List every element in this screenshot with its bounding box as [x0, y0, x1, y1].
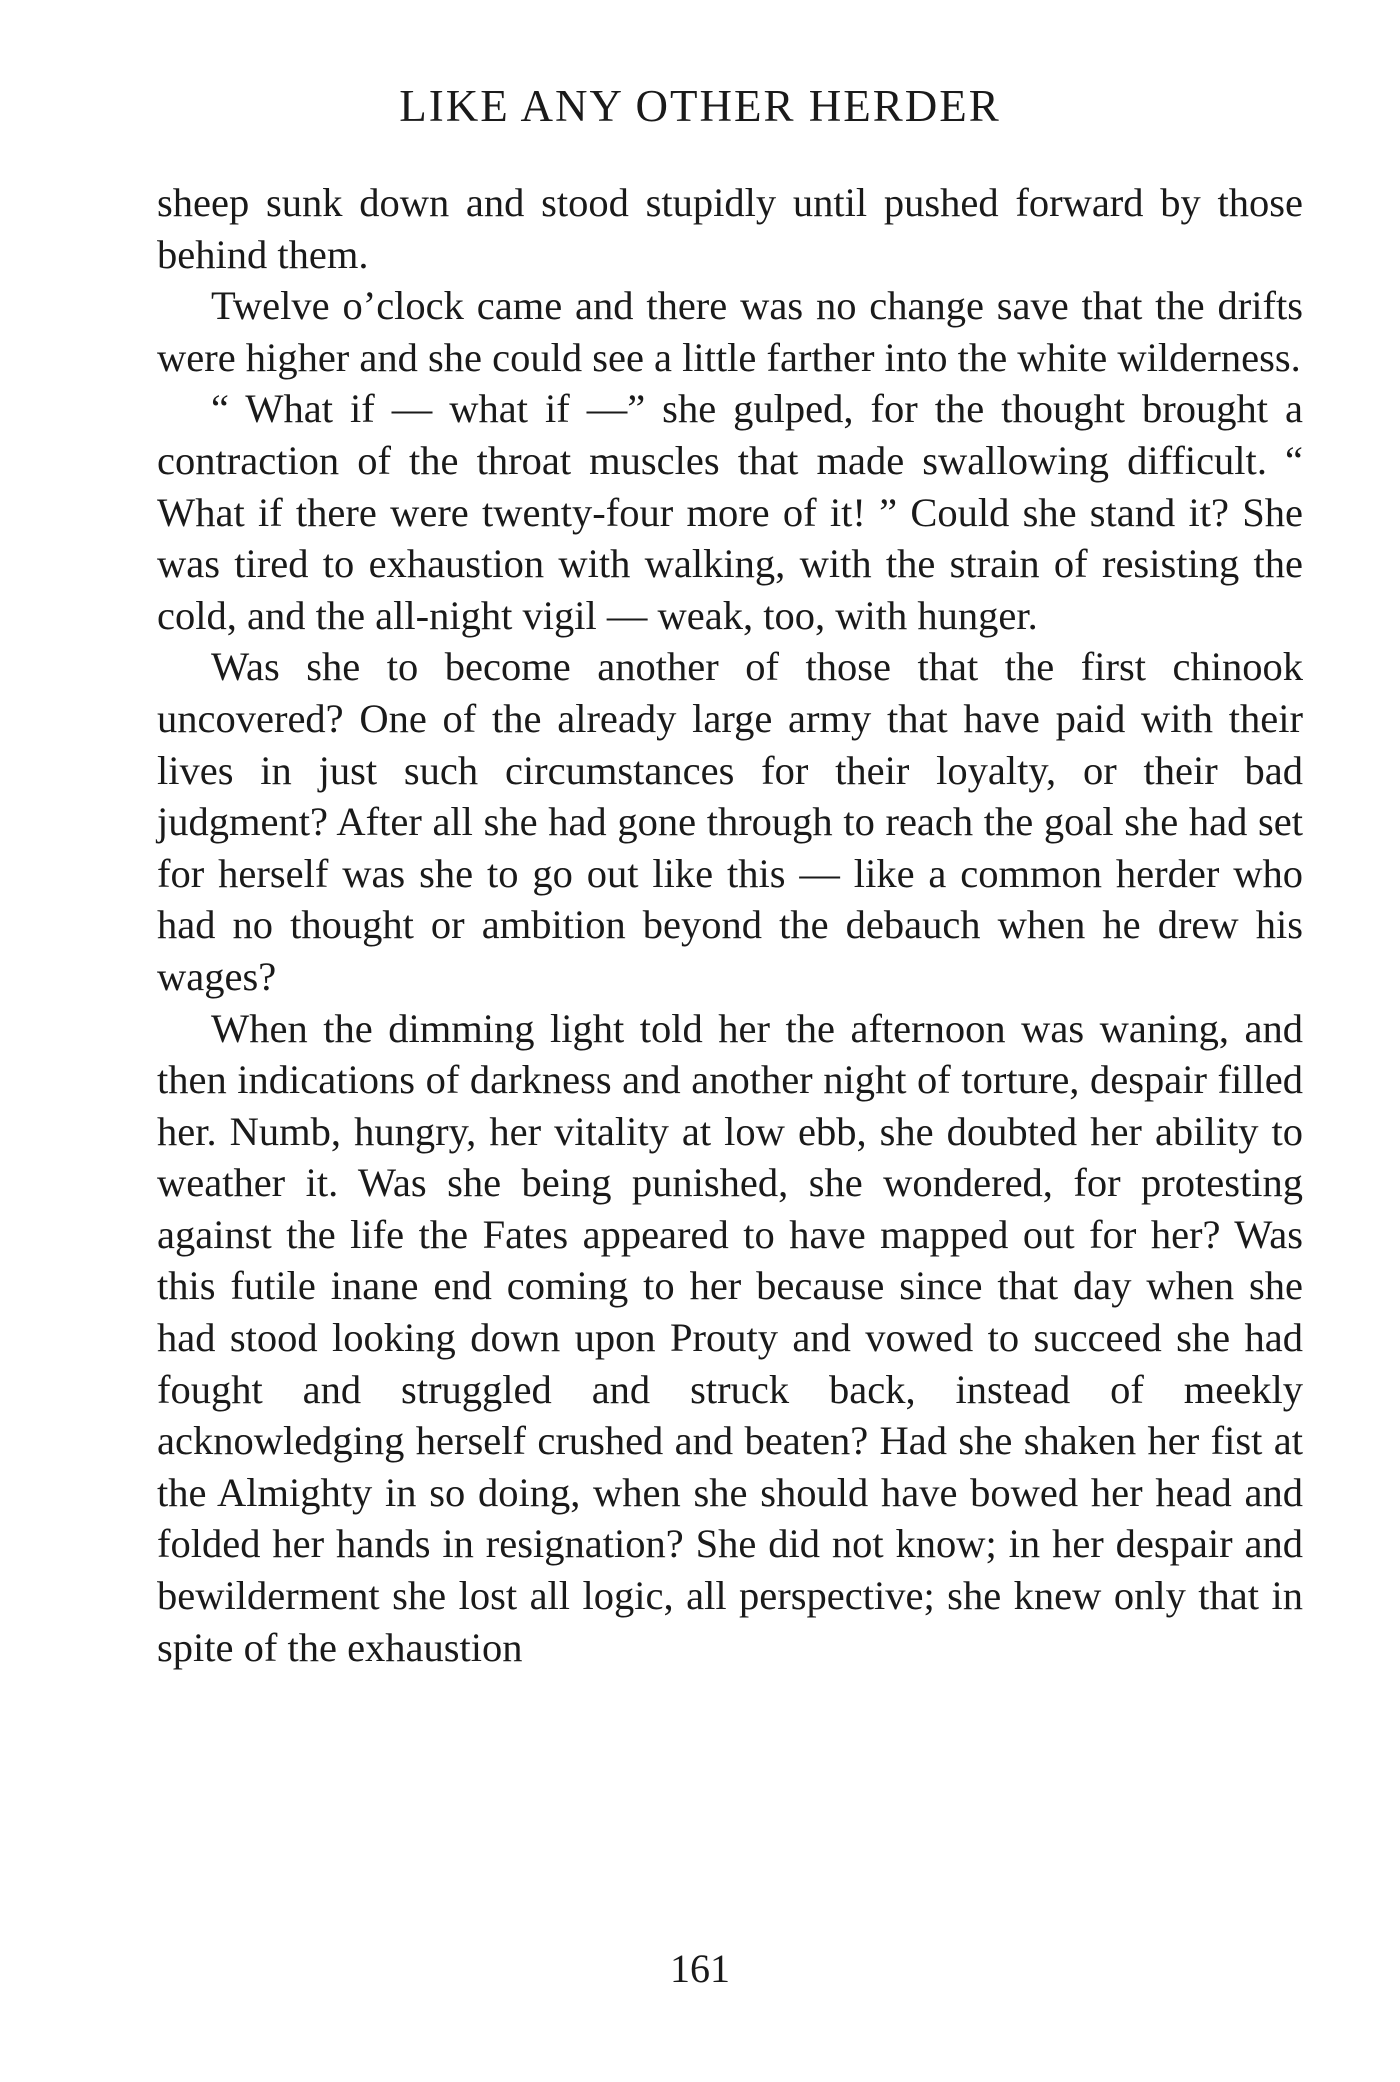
page-number: 161 [670, 1946, 730, 1991]
body-text [157, 177, 1303, 1673]
paragraph: When the dimming light told her the afternoon was waning, and then indications of darkness and another night of torture, despair filled her. Numb, hungry, her vitality at low ebb, she doubted her ability to weather it. Was she being punished, she wondered, for protesting against the life the Fates appeared to have mapped out for her? Was this futile inane end coming to her because since that day when she had stood looking down upon Prouty and vowed to succeed she had fought and struggled and struck back, instead of meekly acknowledging herself crushed and beaten? Had she shaken her fist at the Almighty in so doing, when she should have bowed her head and folded her hands in resignation? She did not know; in her despair and bewilderment she lost all logic, all perspective; she knew only that in spite of the exhaustion [157, 1005, 1303, 1670]
paragraph: “ What if — what if —” she gulped, for the thought brought a contraction of the throat muscles that made swallowing difficult. “ What if there were twenty-four more of it! ” Could she stand it? She was tired to exhaustion with walking, with the strain of resisting the cold, and the all-night vigil — weak, too, with hunger. [157, 386, 1303, 638]
paragraph-continued: sheep sunk down and stood stupidly until pushed forward by those behind them. [157, 180, 1303, 277]
running-head: LIKE ANY OTHER HERDER [399, 81, 1001, 131]
paragraph: Twelve o’clock came and there was no change save that the drifts were higher and she could see a little farther into the white wilderness. [157, 283, 1303, 380]
paragraph: Was she to become another of those that the first chinook uncovered? One of the already large army that have paid with their lives in just such circumstances for their loyalty, or their bad judgment? After all she had gone through to reach the goal she had set for herself was she to go out like this — like a common herder who had no thought or ambition beyond the debauch when he drew his wages? [157, 644, 1303, 999]
